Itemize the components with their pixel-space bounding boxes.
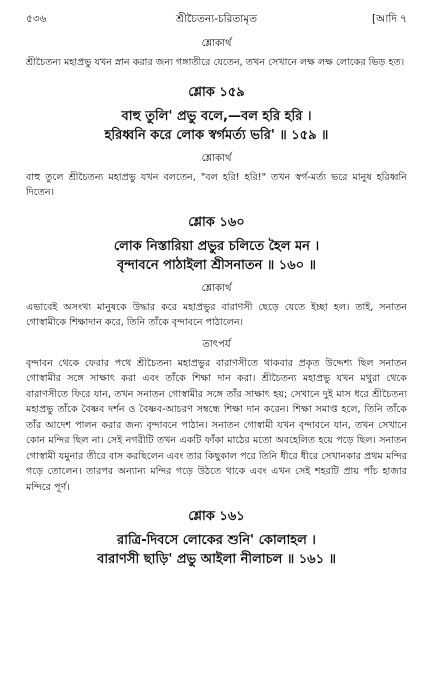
section-shloka-160 xyxy=(26,213,407,496)
verse-line: বাহু তুলি' প্রভু বলে,—বল হরি হরি । xyxy=(121,108,312,124)
verse-line: হরিধ্বনি করে লোক স্বর্গমর্ত্য ভরি' ॥ ১৫৯ ॥ xyxy=(104,127,329,143)
section-translation-158 xyxy=(26,36,407,71)
translation-text: এভাবেই অসংখ্য মানুষকে উদ্ধার করে মহাপ্রভুর বারাণসী ছেড়ে যেতে ইচ্ছা হল। তাই, সনাতন গোস্বামীকে শিক্ষাদান করে, তিনি তাঁকে বৃন্দাবনে পাঠালেন। xyxy=(26,301,407,328)
shloka-heading: শ্লোক ১৫৯ xyxy=(188,84,245,100)
verse-line: বৃন্দাবনে পাঠাইলা শ্রীসনাতন ॥ ১৬০ ॥ xyxy=(116,257,317,273)
translation-label: শ্লোকার্থ xyxy=(201,282,232,294)
translation-text: শ্রীচৈতন্য মহাপ্রভু যখন স্নান করার জন্য গঙ্গাতীরে যেতেন, তখন সেখানে লক্ষ লক্ষ লোকের ভিড় হত। xyxy=(26,57,405,68)
shloka-heading: শ্লোক ১৬০ xyxy=(188,214,245,230)
chapter-reference: [আদি ৭ xyxy=(371,13,407,25)
section-shloka-161 xyxy=(26,507,407,569)
verse-line: রাত্রি-দিবসে লোকের শুনি' কোলাহল । xyxy=(117,533,316,548)
purport-label: তাৎপর্য xyxy=(202,338,231,350)
translation-label: শ্লোকার্থ xyxy=(201,152,232,164)
book-title: শ্রীচৈতন্য-চরিতামৃত xyxy=(175,13,258,25)
verse-line: লোক নিস্তারিয়া প্রভুর চলিতে হৈল মন । xyxy=(113,238,320,254)
purport-text: বৃন্দাবন থেকে ফেরার পথে শ্রীচৈতন্য মহাপ্রভুর বারাণসীতে থাকবার প্রকৃত উদ্দেশ্য ছিল সনাতন গোস্বামীর সঙ্গে সাক্ষাৎ করা এবং তাঁকে শিক্ষা দান করা। শ্রীচৈতন্য মহাপ্রভু যখন মথুরা থেকে বারাণসীতে ফিরে যান, তখন সনাতন গোস্বামীর সঙ্গে তাঁর সাক্ষাৎ হয়; সেখানে দুই মাস ধরে শ্রীচৈতন্য মহাপ্রভু তাঁকে বৈষ্ণব দর্শন ও বৈষ্ণব-আচরণ সম্বন্ধে শিক্ষা দান করেন। শিক্ষা সমাপ্ত হলে, তিনি তাঁকে তাঁর আদেশ পালন করার জন্য বৃন্দাবনে পাঠান। সনাতন গোস্বামী যখন বৃন্দাবনে যান, তখন সেখানে কোন মন্দির ছিল না। সেই নগরীটি তখন একটি ফাঁকা মাঠের মতো অবহেলিত হয়ে পড়ে ছিল। সনাতন গোস্বামী যমুনার তীরে বাস করছিলেন এবং তার কিছুকাল পরে তিনি ধীরে ধীরে সেখানকার প্রথম মন্দির গড়ে তোলেন। তারপর অন্যান্য মন্দির গড়ে উঠতে থাকে এবং এখন সেই শহরটি প্রায় পাঁচ হাজার মন্দিরে পূর্ণ। xyxy=(26,357,407,493)
translation-label: শ্লোকার্থ xyxy=(201,38,232,49)
page-number: ৫৩৬ xyxy=(26,13,47,25)
shloka-heading: শ্লোক ১৬১ xyxy=(188,509,245,524)
translation-text: বাহু তুলে শ্রীচৈতন্য মহাপ্রভু যখন বলতেন, "বল হরি! হরি!" তখন স্বর্গ-মর্ত্য ভরে মানুষ হরিধ্বনি দিতেন। xyxy=(26,171,407,198)
verse-line: বারাণসী ছাড়ি' প্রভু আইলা নীলাচল ॥ ১৬১ ॥ xyxy=(97,552,336,567)
section-shloka-159 xyxy=(26,83,407,201)
running-head xyxy=(26,0,407,30)
